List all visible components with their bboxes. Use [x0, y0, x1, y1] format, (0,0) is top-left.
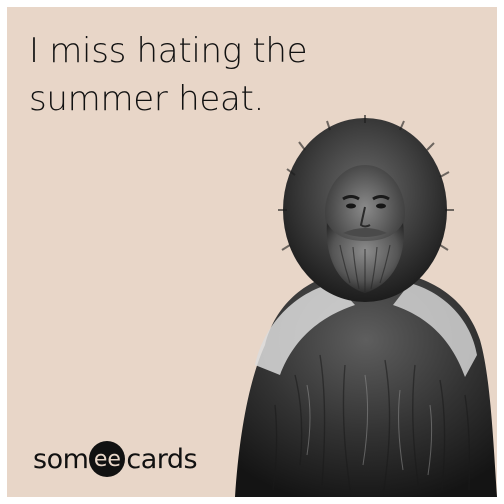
ecard-canvas [7, 7, 497, 497]
headline-line-1: I miss hating the [29, 31, 308, 71]
logo-text-suffix: cards [126, 443, 198, 475]
headline-line-2: summer heat. [29, 79, 265, 119]
someecards-logo [33, 439, 197, 479]
logo-ee-badge: ee [89, 441, 125, 477]
headline [29, 27, 359, 123]
logo-text-prefix: som [33, 443, 89, 475]
fur-parka-man-image [235, 115, 497, 497]
